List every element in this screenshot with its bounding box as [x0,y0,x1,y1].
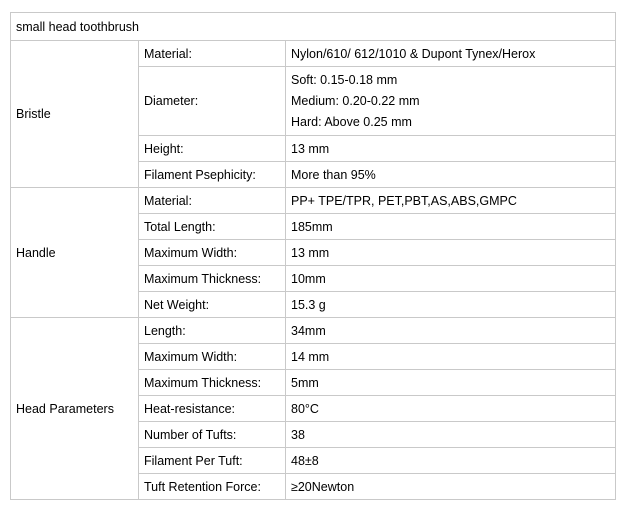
row-label: Filament Per Tuft: [139,448,286,474]
group-label-head-parameters: Head Parameters [11,318,139,500]
row-label: Maximum Width: [139,344,286,370]
row-value: ≥20Newton [286,474,616,500]
row-label: Material: [139,188,286,214]
title-row [11,13,616,41]
table-row [11,188,616,214]
row-value: 185mm [286,214,616,240]
value-line: Hard: Above 0.25 mm [291,114,412,129]
table-title: small head toothbrush [11,13,616,41]
row-value: 80°C [286,396,616,422]
row-value: More than 95% [286,162,616,188]
row-value: 14 mm [286,344,616,370]
row-value-multiline [286,67,616,136]
group-label-handle: Handle [11,188,139,318]
row-label: Diameter: [139,67,286,136]
group-label-bristle: Bristle [11,41,139,188]
row-label: Material: [139,41,286,67]
table-row [11,41,616,67]
row-value: 5mm [286,370,616,396]
value-line: Medium: 0.20-0.22 mm [291,93,420,108]
table-row [11,318,616,344]
row-value: 13 mm [286,136,616,162]
value-line: Soft: 0.15-0.18 mm [291,72,398,87]
row-value: PP+ TPE/TPR, PET,PBT,AS,ABS,GMPC [286,188,616,214]
row-value: 15.3 g [286,292,616,318]
row-value: 10mm [286,266,616,292]
row-label: Tuft Retention Force: [139,474,286,500]
row-value: 13 mm [286,240,616,266]
row-label: Heat-resistance: [139,396,286,422]
row-value: 38 [286,422,616,448]
row-value: 34mm [286,318,616,344]
row-label: Maximum Thickness: [139,370,286,396]
row-value: Nylon/610/ 612/1010 & Dupont Tynex/Herox [286,41,616,67]
row-label: Length: [139,318,286,344]
row-label: Filament Psephicity: [139,162,286,188]
row-value: 48±8 [286,448,616,474]
row-label: Height: [139,136,286,162]
row-label: Net Weight: [139,292,286,318]
row-label: Total Length: [139,214,286,240]
spec-table [10,12,616,500]
row-label: Maximum Thickness: [139,266,286,292]
row-label: Number of Tufts: [139,422,286,448]
row-label: Maximum Width: [139,240,286,266]
